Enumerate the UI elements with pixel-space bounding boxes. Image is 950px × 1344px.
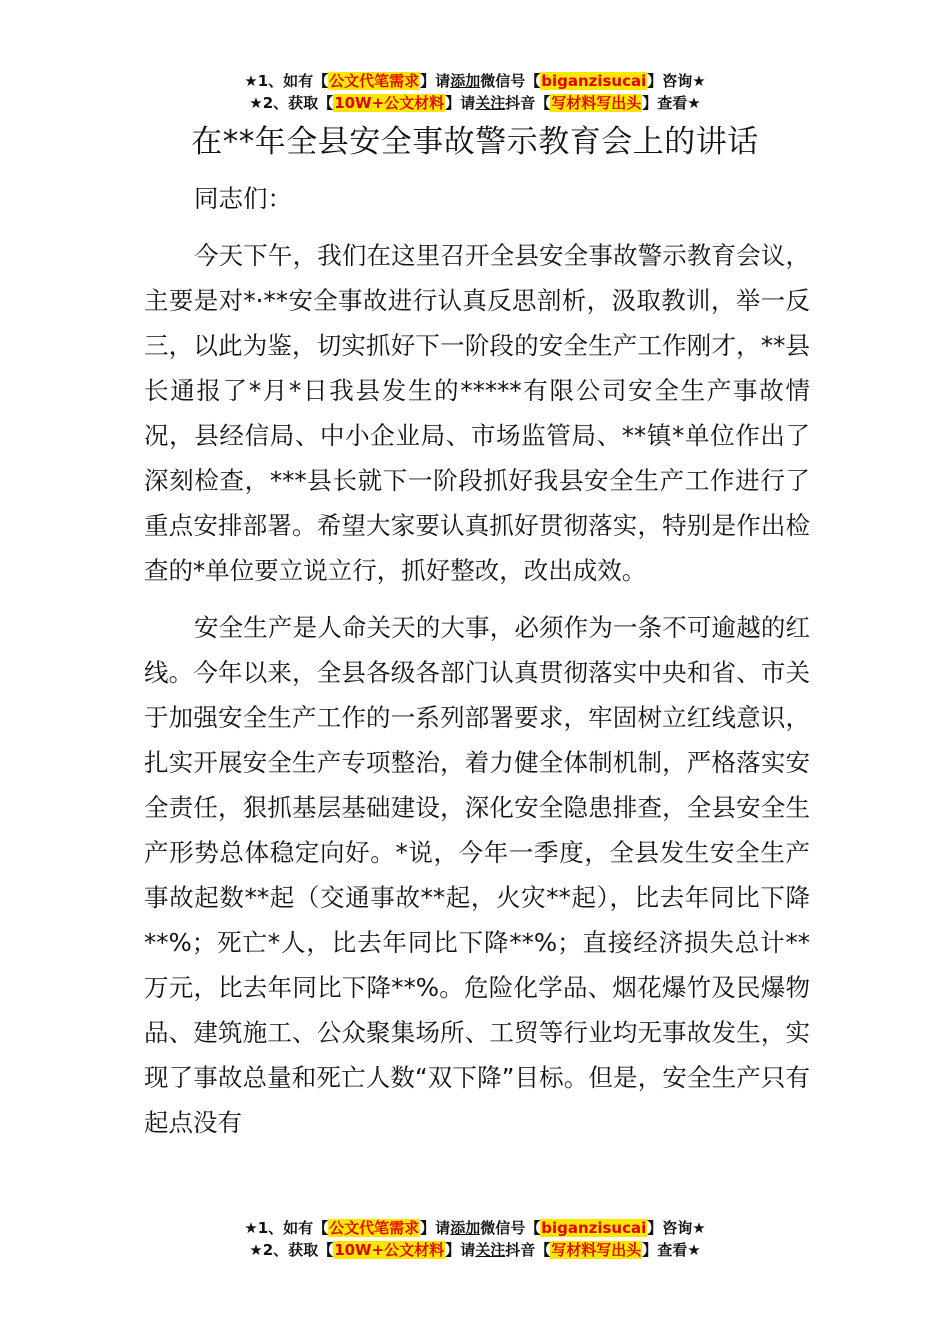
banner-line-1 (0, 1217, 950, 1239)
highlight-douyin-account: 写材料写出头 (551, 1241, 642, 1259)
banner-text: 】请 (445, 94, 476, 112)
banner-line-2 (0, 92, 950, 114)
banner-text: 】查看★ (642, 1241, 701, 1259)
bottom-banner (0, 1217, 950, 1261)
banner-text: 】请 (445, 1241, 476, 1259)
banner-text: ★2、获取【 (249, 1241, 334, 1259)
highlight-wechat-id: biganzisucai (541, 1219, 647, 1237)
banner-text: 】查看★ (642, 94, 701, 112)
paragraph: 今天下午，我们在这里召开全县安全事故警示教育会议，主要是对*·**安全事故进行认真反思剖析，汲取教训，举一反三，以此为鉴，切实抓好下一阶段的安全生产工作刚才，**县长通报了*月*日我县发生的*****有限公司安全生产事故情况，县经信局、中小企业局、市场监管局、**镇*单位作出了深刻检查，***县长就下一阶段抓好我县安全生产工作进行了重点安排部署。希望大家要认真抓好贯彻落实，特别是作出检查的*单位要立说立行，抓好整改，改出成效。 (144, 241, 810, 585)
top-banner (0, 70, 950, 114)
banner-underlined: 关注 (475, 94, 506, 112)
banner-text: 】咨询★ (647, 1219, 706, 1237)
highlight-service: 公文代笔需求 (329, 1219, 420, 1237)
banner-line-1 (0, 70, 950, 92)
highlight-materials: 10W+公文材料 (334, 1241, 445, 1259)
highlight-douyin-account: 写材料写出头 (551, 94, 642, 112)
banner-text: ★1、如有【 (244, 1219, 329, 1237)
banner-text: 抖音【 (505, 94, 551, 112)
paragraph: 安全生产是人命关天的大事，必须作为一条不可逾越的红线。今年以来，全县各级各部门认真贯彻落实中央和省、市关于加强安全生产工作的一系列部署要求，牢固树立红线意识，扎实开展安全生产专项整治，着力健全体制机制，严格落实安全责任，狠抓基层基础建设，深化安全隐患排查，全县安全生产形势总体稳定向好。*说，今年一季度，全县发生安全生产事故起数**起（交通事故**起，火灾**起），比去年同比下降**%；死亡*人，比去年同比下降**%；直接经济损失总计**万元，比去年同比下降**%。危险化学品、烟花爆竹及民爆物品、建筑施工、公众聚集场所、工贸等行业均无事故发生，实现了事故总量和死亡人数“双下降”目标。但是，安全生产只有起点没有 (144, 613, 810, 1137)
highlight-materials: 10W+公文材料 (334, 94, 445, 112)
banner-text: ★2、获取【 (249, 94, 334, 112)
document-body (144, 176, 810, 1145)
salutation: 同志们： (194, 184, 292, 213)
banner-underlined: 添加 (450, 72, 481, 90)
banner-text: ★1、如有【 (244, 72, 329, 90)
banner-text: 】咨询★ (647, 72, 706, 90)
highlight-wechat-id: biganzisucai (541, 72, 647, 90)
banner-text: 微信号【 (480, 1219, 541, 1237)
banner-text: 抖音【 (505, 1241, 551, 1259)
banner-text: 】请 (420, 72, 451, 90)
document-title: 在**年全县安全事故警示教育会上的讲话 (191, 124, 759, 160)
highlight-service: 公文代笔需求 (329, 72, 420, 90)
banner-underlined: 关注 (475, 1241, 506, 1259)
banner-text: 微信号【 (480, 72, 541, 90)
banner-text: 】请 (420, 1219, 451, 1237)
banner-line-2 (0, 1239, 950, 1261)
banner-underlined: 添加 (450, 1219, 481, 1237)
